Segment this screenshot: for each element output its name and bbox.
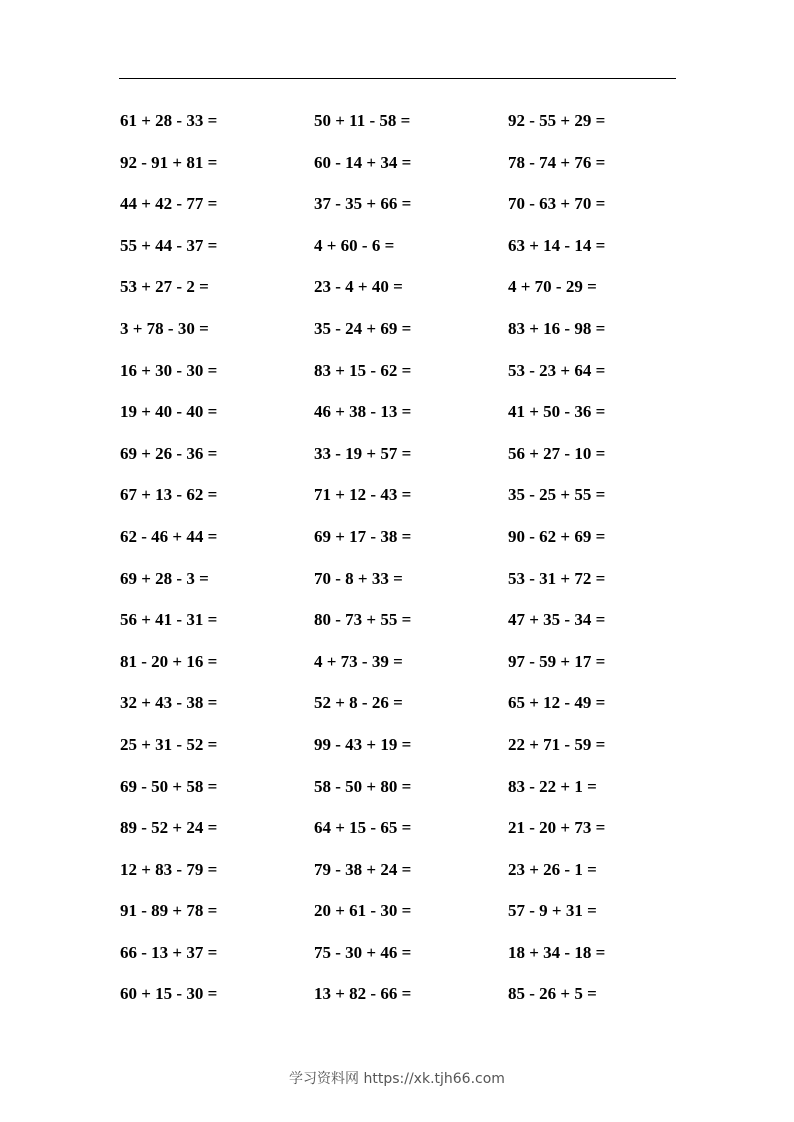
math-problem: 53 + 27 - 2 = <box>120 277 209 297</box>
math-problem: 35 - 25 + 55 = <box>508 485 606 505</box>
math-problem: 70 - 63 + 70 = <box>508 194 606 214</box>
math-problem: 55 + 44 - 37 = <box>120 235 218 255</box>
math-problem: 46 + 38 - 13 = <box>314 402 412 422</box>
math-problem: 89 - 52 + 24 = <box>120 818 218 838</box>
math-problem: 85 - 26 + 5 = <box>508 984 597 1004</box>
math-problem: 61 + 28 - 33 = <box>120 111 218 130</box>
header-rule <box>119 78 676 79</box>
math-problem: 92 - 91 + 81 = <box>120 152 218 172</box>
math-problem: 69 + 26 - 36 = <box>120 443 218 463</box>
math-problem: 52 + 8 - 26 = <box>314 693 403 713</box>
math-problem: 32 + 43 - 38 = <box>120 693 218 713</box>
math-problem: 65 + 12 - 49 = <box>508 693 606 713</box>
math-problem: 13 + 82 - 66 = <box>314 984 412 1004</box>
math-problem: 16 + 30 - 30 = <box>120 360 218 380</box>
math-problem: 4 + 73 - 39 = <box>314 651 403 671</box>
footer-watermark: 学习资料网 https://xk.tjh66.com <box>289 1071 505 1087</box>
math-problem: 67 + 13 - 62 = <box>120 485 218 505</box>
math-problem: 20 + 61 - 30 = <box>314 901 412 921</box>
math-problem: 83 + 15 - 62 = <box>314 360 412 380</box>
math-problem: 97 - 59 + 17 = <box>508 651 606 671</box>
math-problem: 57 - 9 + 31 = <box>508 901 597 921</box>
math-problem: 69 + 17 - 38 = <box>314 526 412 546</box>
math-problem: 53 - 23 + 64 = <box>508 360 606 380</box>
math-problem: 70 - 8 + 33 = <box>314 568 403 588</box>
math-problem: 3 + 78 - 30 = <box>120 318 209 338</box>
math-problem: 21 - 20 + 73 = <box>508 818 606 838</box>
math-problem: 60 - 14 + 34 = <box>314 152 412 172</box>
math-problem: 60 + 15 - 30 = <box>120 984 218 1004</box>
math-problem: 81 - 20 + 16 = <box>120 651 218 671</box>
math-problem: 23 - 4 + 40 = <box>314 277 403 297</box>
math-problem: 56 + 27 - 10 = <box>508 443 606 463</box>
math-problem: 80 - 73 + 55 = <box>314 610 412 630</box>
math-problem: 78 - 74 + 76 = <box>508 152 606 172</box>
math-problem: 79 - 38 + 24 = <box>314 859 412 879</box>
math-problem: 47 + 35 - 34 = <box>508 610 606 630</box>
math-problem: 22 + 71 - 59 = <box>508 734 606 754</box>
math-problem: 91 - 89 + 78 = <box>120 901 218 921</box>
math-problem: 33 - 19 + 57 = <box>314 443 412 463</box>
math-problem: 19 + 40 - 40 = <box>120 402 218 422</box>
math-problem: 99 - 43 + 19 = <box>314 734 412 754</box>
math-problem: 71 + 12 - 43 = <box>314 485 412 505</box>
math-problem: 63 + 14 - 14 = <box>508 235 606 255</box>
math-problem: 37 - 35 + 66 = <box>314 194 412 214</box>
math-problem: 25 + 31 - 52 = <box>120 734 218 754</box>
math-problem: 92 - 55 + 29 = <box>508 111 606 130</box>
math-problem: 58 - 50 + 80 = <box>314 776 412 796</box>
math-problem: 4 + 60 - 6 = <box>314 235 395 255</box>
math-problem: 18 + 34 - 18 = <box>508 942 606 962</box>
math-problem: 75 - 30 + 46 = <box>314 942 412 962</box>
math-problem: 35 - 24 + 69 = <box>314 318 412 338</box>
math-problem: 4 + 70 - 29 = <box>508 277 597 297</box>
math-problem: 56 + 41 - 31 = <box>120 610 218 630</box>
math-problem: 83 + 16 - 98 = <box>508 318 606 338</box>
math-problem: 69 + 28 - 3 = <box>120 568 209 588</box>
math-problem: 50 + 11 - 58 = <box>314 111 411 130</box>
math-problem: 83 - 22 + 1 = <box>508 776 597 796</box>
math-problem: 44 + 42 - 77 = <box>120 194 218 214</box>
math-problem: 69 - 50 + 58 = <box>120 776 218 796</box>
math-problem: 66 - 13 + 37 = <box>120 942 218 962</box>
math-problem: 23 + 26 - 1 = <box>508 859 597 879</box>
math-problem: 12 + 83 - 79 = <box>120 859 218 879</box>
math-problem: 62 - 46 + 44 = <box>120 526 218 546</box>
problem-grid <box>120 100 680 1015</box>
math-problem: 90 - 62 + 69 = <box>508 526 606 546</box>
math-problem: 64 + 15 - 65 = <box>314 818 412 838</box>
math-problem: 41 + 50 - 36 = <box>508 402 606 422</box>
math-problem: 53 - 31 + 72 = <box>508 568 606 588</box>
